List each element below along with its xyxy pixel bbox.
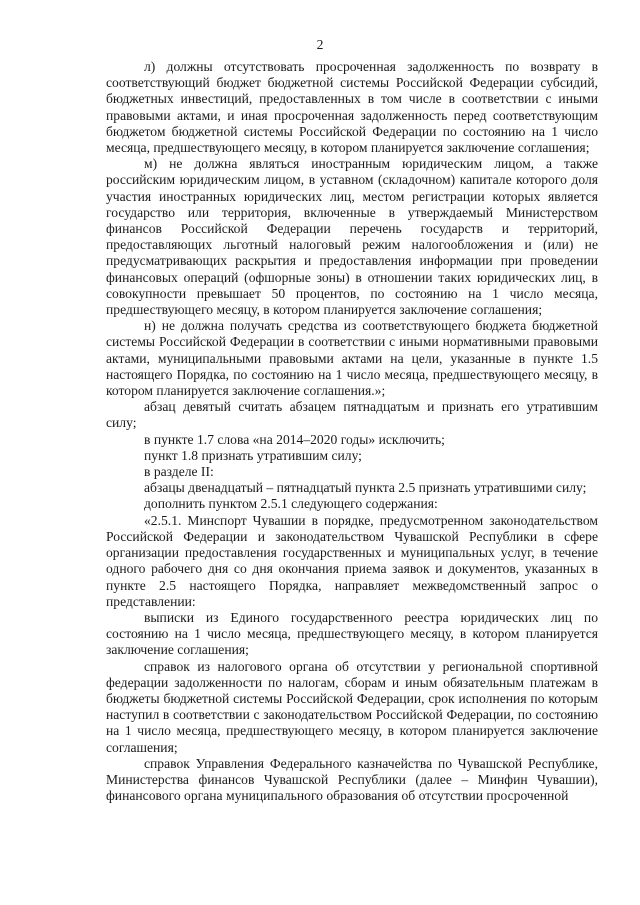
paragraph-ninth-abzac-repealed: абзац девятый считать абзацем пятнадцатым и признать его утратившим силу; [106, 399, 598, 431]
paragraph-point-1-7: в пункте 1.7 слова «на 2014–2020 годы» исключить; [144, 431, 445, 447]
page-number: 2 [316, 37, 324, 52]
paragraph-point-1-8: пункт 1.8 признать утратившим силу; [144, 447, 362, 463]
document-body [106, 59, 598, 804]
paragraph-m-not-foreign-entity: м) не должна являться иностранным юридическим лицом, а также российским юридическим лицом, в уставном (складочном) капитале которого доля участия иностранных юридических лиц, местом регистрации которых является государство или территория, включенные в утверждаемый Министерством финансов Российской Федерации перечень государств и территорий, предоставляющих льготный налоговый режим налогообложения и (или) не предусматривающих раскрытия и предоставления информации при проведении финансовых операций (офшорные зоны) в отношении таких юридических лиц, в совокупности превышает 50 процентов, по состоянию на 1 число месяца, предшествующего месяцу, в котором планируется заключение соглашения; [106, 156, 598, 318]
paragraph-tax-certificates: справок из налогового органа об отсутствии у региональной спортивной федерации задолженности по налогам, сборам и иным обязательным платежам в бюджеты бюджетной системы Российской Федерации, срок исполнения по которым наступил в соответствии с законодательством Российской Федерации, по состоянию на 1 число месяца, предшествующего месяцу, в котором планируется заключение соглашения; [106, 658, 598, 755]
paragraph-n-no-other-funds: н) не должна получать средства из соответствующего бюджета бюджетной системы Российской Федерации в соответствии с иными нормативными правовыми актами, муниципальными правовыми актами на цели, указанные в пункте 1.5 настоящего Порядка, по состоянию на 1 число месяца, предшествующего месяцу, в котором планируется заключение соглашения.»; [106, 318, 598, 399]
paragraph-point-2-5-1-text: «2.5.1. Минспорт Чувашии в порядке, предусмотренном законодательством Российской Федерации и законодательством Чувашской Республики в сфере организации предоставления государственных и муниципальных услуг, в течение одного рабочего дня со дня окончания приема заявок и документов, указанных в пункте 2.5 настоящего Порядка, направляет межведомственный запрос о представлении: [106, 512, 598, 609]
paragraph-section-2: в разделе II: [144, 464, 214, 480]
paragraph-egrul-extract: выписки из Единого государственного реестра юридических лиц по состоянию на 1 число месяца, предшествующего месяцу, в котором планируется заключение соглашения; [106, 609, 598, 658]
paragraph-l-no-overdue-debt: л) должны отсутствовать просроченная задолженность по возврату в соответствующий бюджет бюджетной системы Российской Федерации субсидий, бюджетных инвестиций, предоставленных в том числе в соответствии с иными правовыми актами, и иная просроченная задолженность перед соответствующим бюджетом бюджетной системы Российской Федерации по состоянию на 1 число месяца, предшествующего месяцу, в котором планируется заключение соглашения; [106, 59, 598, 156]
paragraph-point-2-5-repealed: абзацы двенадцатый – пятнадцатый пункта 2.5 признать утратившими силу; [144, 480, 587, 496]
paragraph-treasury-certificates: справок Управления Федерального казначейства по Чувашской Республике, Министерства финансов Чувашской Республики (далее – Минфин Чувашии), финансового органа муниципального образования об отсутствии просроченной [106, 755, 598, 804]
paragraph-add-point-2-5-1: дополнить пунктом 2.5.1 следующего содержания: [144, 496, 438, 512]
